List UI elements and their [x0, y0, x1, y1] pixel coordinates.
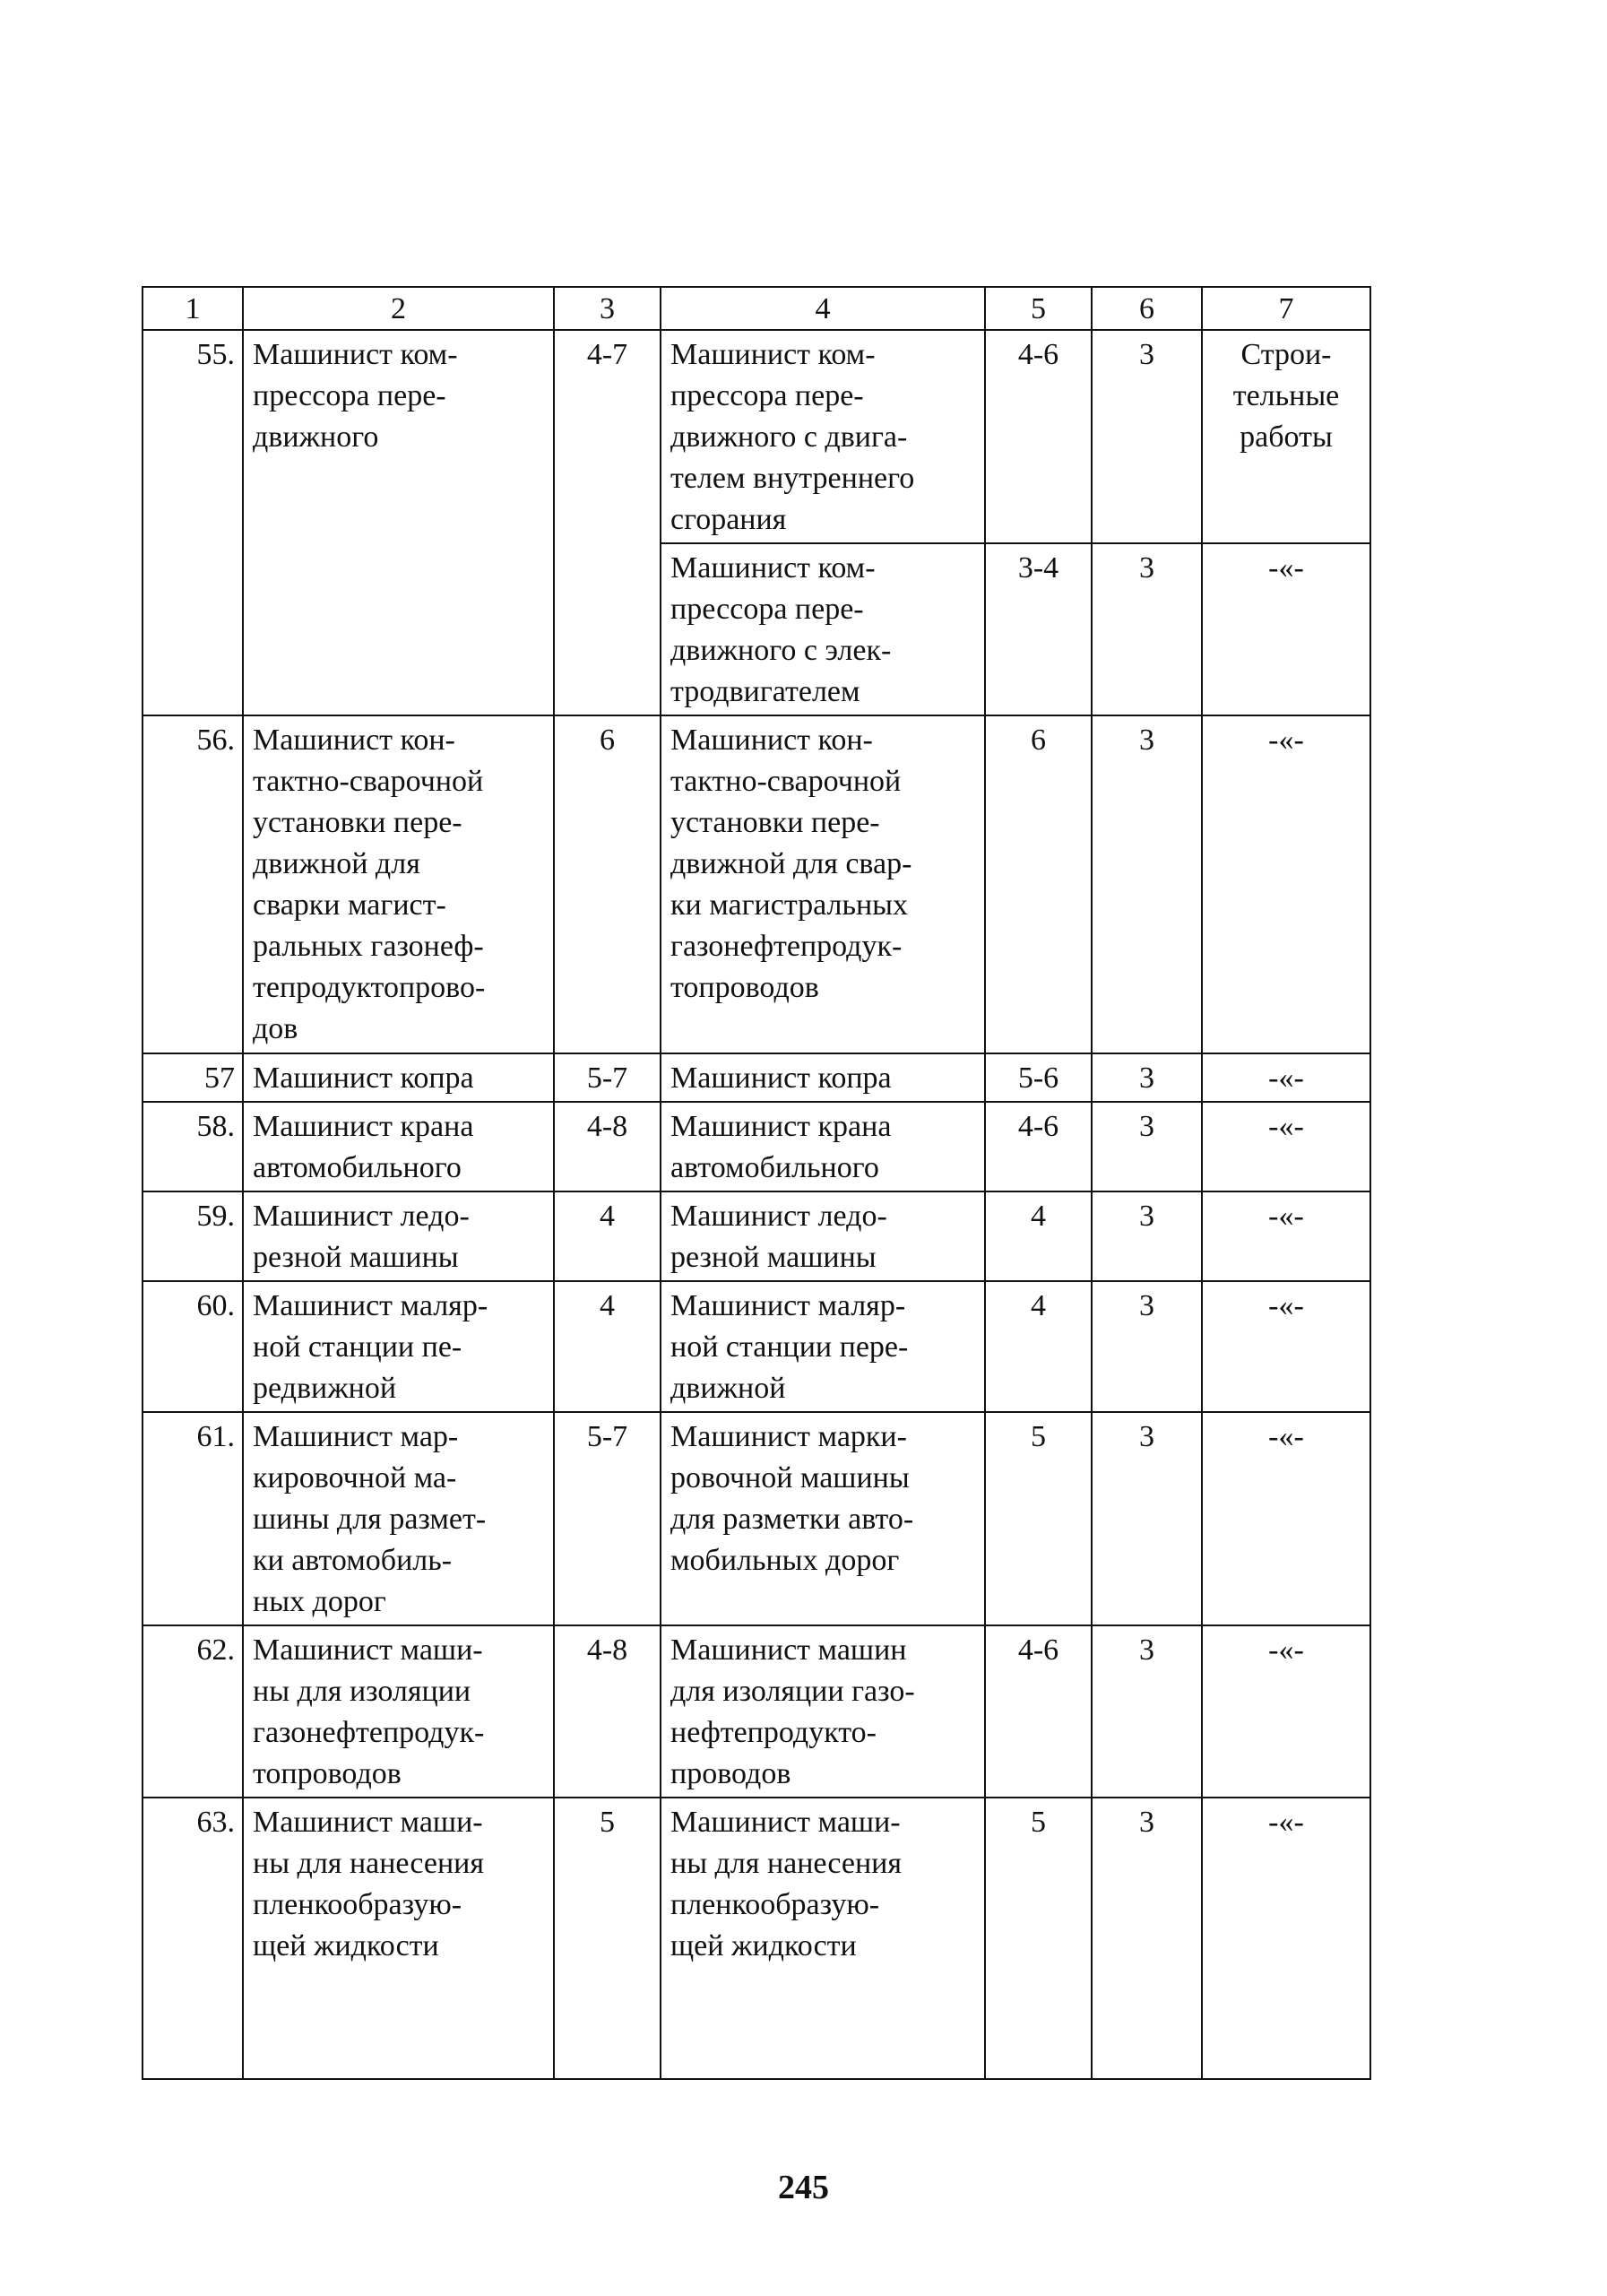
row-number: 60. — [143, 1281, 243, 1412]
column-6-value: 3 — [1092, 1412, 1202, 1625]
row-number: 61. — [143, 1412, 243, 1625]
new-grade-range: 4-6 — [985, 1102, 1092, 1191]
column-6-value: 3 — [1092, 1053, 1202, 1102]
new-profession-name: Машинист крана автомобильного — [661, 1102, 985, 1191]
column-6-value: 3 — [1092, 330, 1202, 543]
table-row — [143, 1412, 1370, 1625]
header-col-2: 2 — [243, 287, 554, 330]
new-grade-range: 4 — [985, 1191, 1092, 1281]
work-type: -«- — [1202, 1281, 1370, 1412]
column-6-value: 3 — [1092, 1281, 1202, 1412]
new-profession-name: Машинист маляр- ной станции пере- движной — [661, 1281, 985, 1412]
old-profession-name: Машинист маши- ны для изоляции газонефтепродук- топроводов — [243, 1625, 554, 1798]
row-number: 56. — [143, 715, 243, 1053]
new-profession-name: Машинист ком- прессора пере- движного с элек- тродвигателем — [661, 543, 985, 715]
column-6-value: 3 — [1092, 1191, 1202, 1281]
row-number: 62. — [143, 1625, 243, 1798]
new-grade-range: 5 — [985, 1412, 1092, 1625]
old-grade-range: 5-7 — [554, 1053, 661, 1102]
header-col-3: 3 — [554, 287, 661, 330]
column-6-value: 3 — [1092, 543, 1202, 715]
table-row — [143, 1798, 1370, 2079]
new-profession-name: Машинист ледо- резной машины — [661, 1191, 985, 1281]
column-6-value: 3 — [1092, 1798, 1202, 2079]
old-grade-range: 4-8 — [554, 1625, 661, 1798]
new-grade-range: 4 — [985, 1281, 1092, 1412]
new-profession-name: Машинист кон- тактно-сварочной установки пере- движной для свар- ки магистральных газонефтепродук- топроводов — [661, 715, 985, 1053]
new-grade-range: 5 — [985, 1798, 1092, 2079]
new-profession-name: Машинист копра — [661, 1053, 985, 1102]
new-grade-range: 4-6 — [985, 330, 1092, 543]
work-type: -«- — [1202, 1191, 1370, 1281]
old-profession-name: Машинист маши- ны для нанесения пленкообразую- щей жидкости — [243, 1798, 554, 2079]
row-number: 57 — [143, 1053, 243, 1102]
new-profession-name: Машинист маши- ны для нанесения пленкообразую- щей жидкости — [661, 1798, 985, 2079]
old-grade-range: 6 — [554, 715, 661, 1053]
new-grade-range: 5-6 — [985, 1053, 1092, 1102]
work-type: -«- — [1202, 1625, 1370, 1798]
table-row — [143, 1053, 1370, 1102]
old-profession-name: Машинист мар- кировочной ма- шины для размет- ки автомобиль- ных дорог — [243, 1412, 554, 1625]
new-grade-range: 4-6 — [985, 1625, 1092, 1798]
table-row — [143, 1625, 1370, 1798]
old-grade-range: 4-7 — [554, 330, 661, 715]
work-type: -«- — [1202, 1412, 1370, 1625]
header-col-7: 7 — [1202, 287, 1370, 330]
work-type: -«- — [1202, 715, 1370, 1053]
column-6-value: 3 — [1092, 1625, 1202, 1798]
old-grade-range: 4 — [554, 1281, 661, 1412]
new-profession-name: Машинист машин для изоляции газо- нефтепродукто- проводов — [661, 1625, 985, 1798]
header-col-1: 1 — [143, 287, 243, 330]
old-grade-range: 4 — [554, 1191, 661, 1281]
page-number: 245 — [778, 2169, 829, 2206]
new-profession-name: Машинист ком- прессора пере- движного с двига- телем внутреннего сгорания — [661, 330, 985, 543]
old-profession-name: Машинист маляр- ной станции пе- редвижной — [243, 1281, 554, 1412]
profession-table — [142, 286, 1371, 2080]
header-col-6: 6 — [1092, 287, 1202, 330]
row-number: 55. — [143, 330, 243, 715]
table-row — [143, 715, 1370, 1053]
header-col-5: 5 — [985, 287, 1092, 330]
old-profession-name: Машинист ледо- резной машины — [243, 1191, 554, 1281]
table-row — [143, 1281, 1370, 1412]
row-number: 63. — [143, 1798, 243, 2079]
work-type: -«- — [1202, 1102, 1370, 1191]
work-type: -«- — [1202, 543, 1370, 715]
old-grade-range: 5-7 — [554, 1412, 661, 1625]
new-profession-name: Машинист марки- ровочной машины для разметки авто- мобильных дорог — [661, 1412, 985, 1625]
column-6-value: 3 — [1092, 715, 1202, 1053]
new-grade-range: 6 — [985, 715, 1092, 1053]
old-grade-range: 4-8 — [554, 1102, 661, 1191]
work-type: -«- — [1202, 1798, 1370, 2079]
work-type: -«- — [1202, 1053, 1370, 1102]
column-6-value: 3 — [1092, 1102, 1202, 1191]
old-profession-name: Машинист кон- тактно-сварочной установки пере- движной для сварки магист- ральных газонеф- тепродуктопрово- дов — [243, 715, 554, 1053]
work-type: Строи- тельные работы — [1202, 330, 1370, 543]
header-col-4: 4 — [661, 287, 985, 330]
table-row — [143, 330, 1370, 543]
old-grade-range: 5 — [554, 1798, 661, 2079]
row-number: 58. — [143, 1102, 243, 1191]
old-profession-name: Машинист ком- прессора пере- движного — [243, 330, 554, 715]
new-grade-range: 3-4 — [985, 543, 1092, 715]
header-row — [143, 287, 1370, 330]
table-row — [143, 1191, 1370, 1281]
old-profession-name: Машинист копра — [243, 1053, 554, 1102]
table-row — [143, 1102, 1370, 1191]
old-profession-name: Машинист крана автомобильного — [243, 1102, 554, 1191]
row-number: 59. — [143, 1191, 243, 1281]
